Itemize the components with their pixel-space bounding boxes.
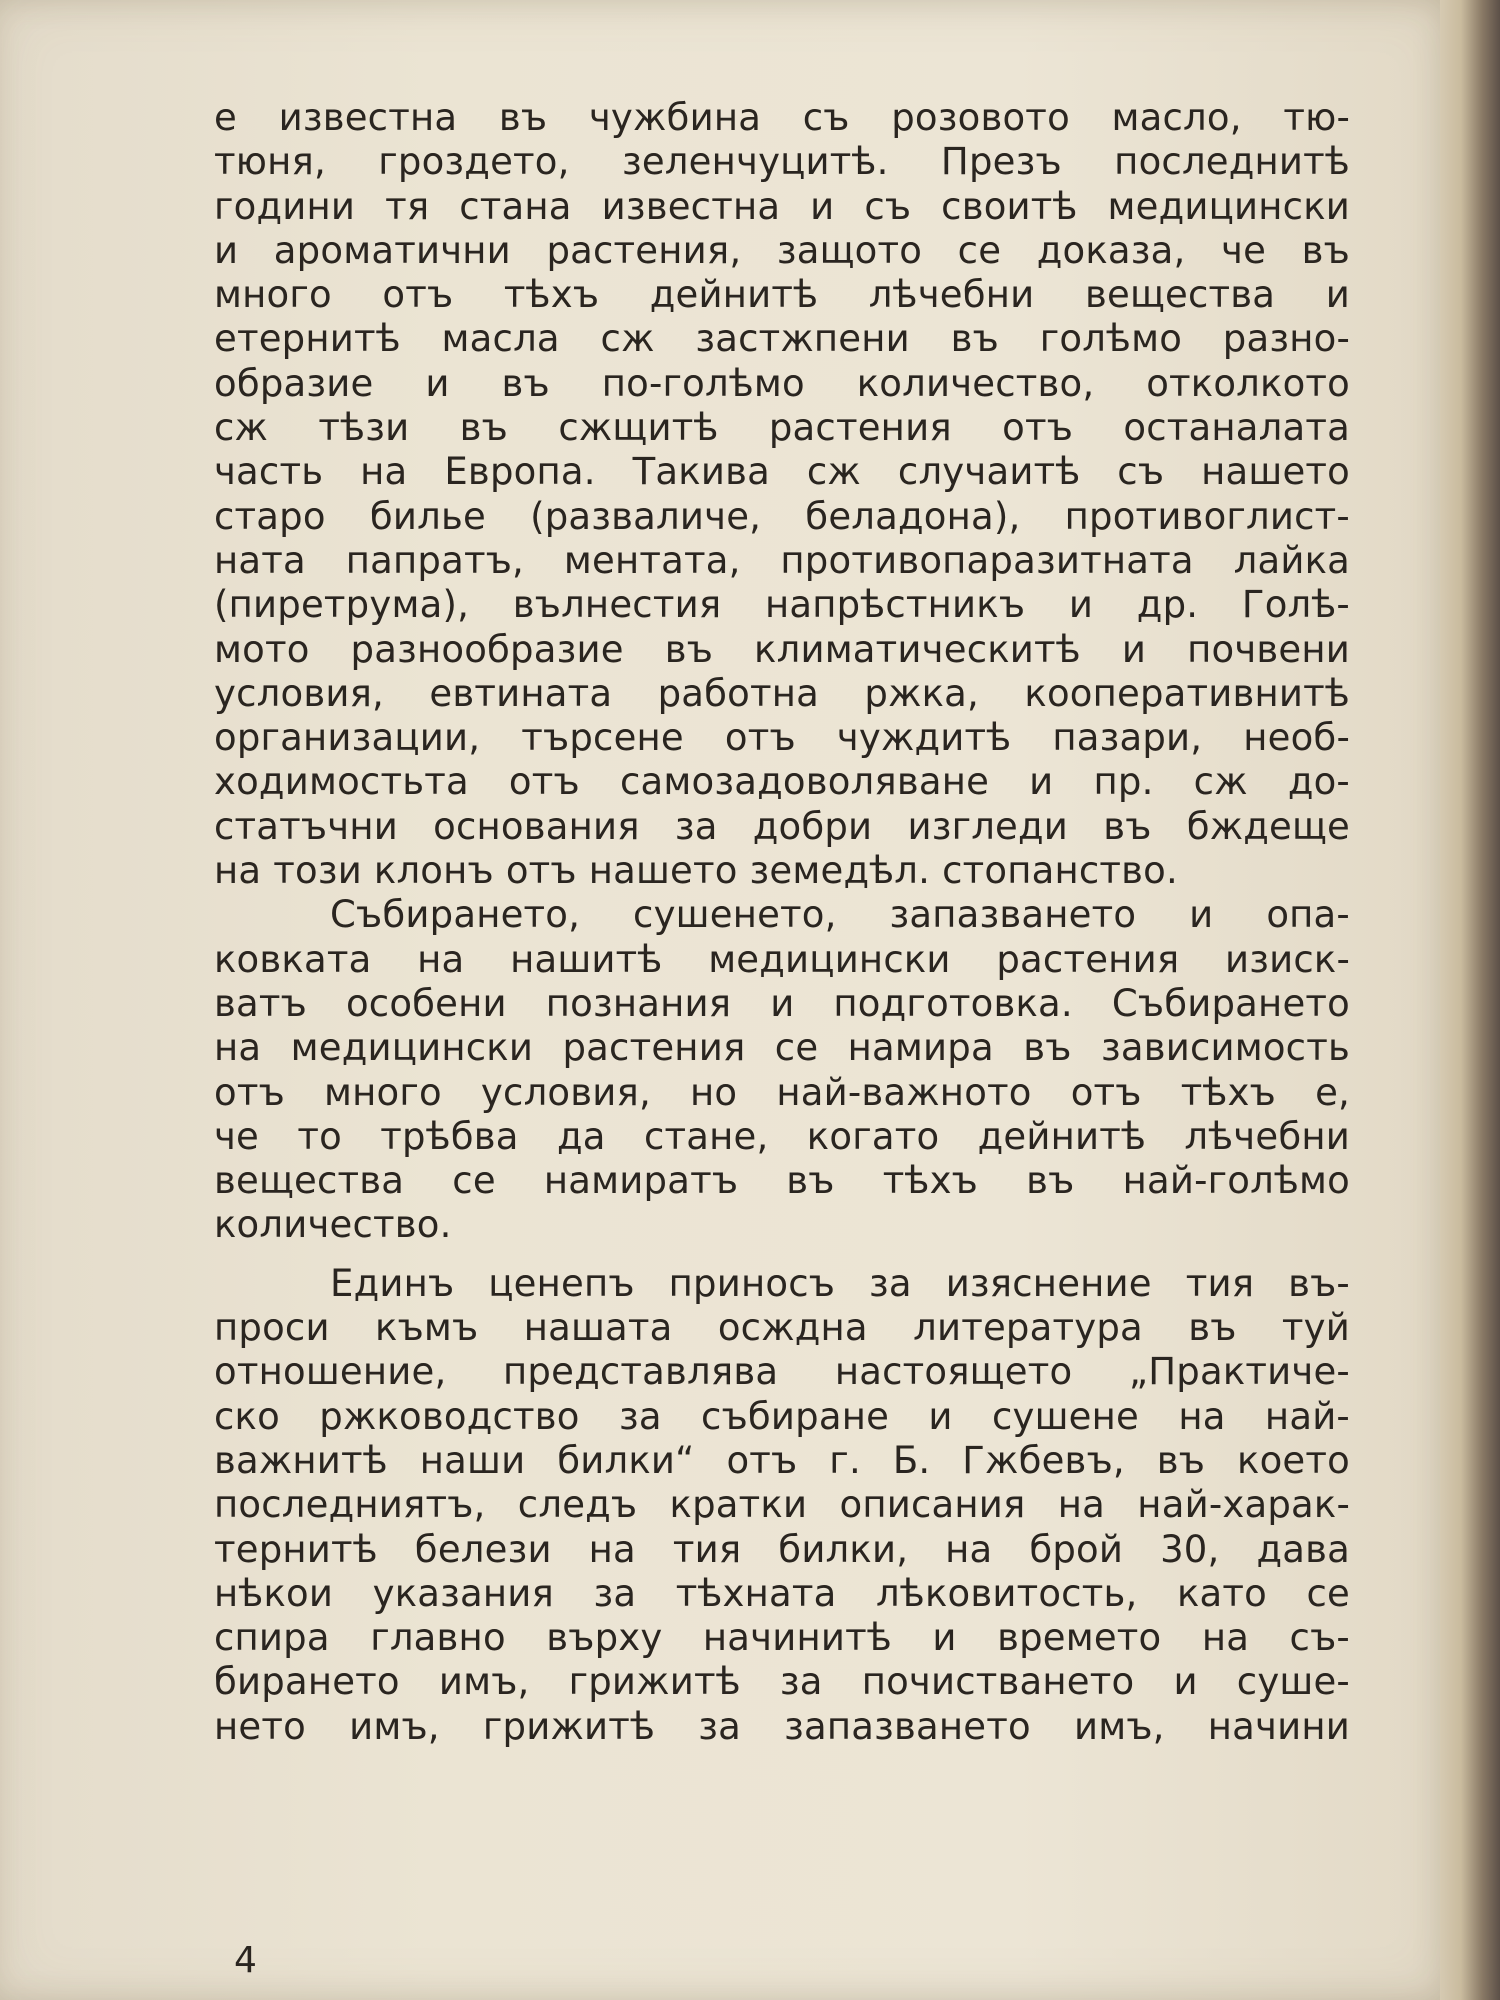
text-line: на медицински растения се намира въ зависимость: [214, 1026, 1350, 1070]
text-line: бирането имъ, грижитѣ за почистването и суше-: [214, 1660, 1350, 1704]
text-line: ковката на нашитѣ медицински растения изиск-: [214, 937, 1350, 981]
text-line: нето имъ, грижитѣ за запазването имъ, начини: [214, 1704, 1350, 1748]
text-line: тюня, гроздето, зеленчуцитѣ. Презъ последнитѣ: [214, 140, 1350, 184]
text-line: и ароматични растения, защото се доказа, че въ: [214, 228, 1350, 272]
text-line: последниятъ, следъ кратки описания на най-харак-: [214, 1483, 1350, 1527]
text-line: ватъ особени познания и подготовка. Събирането: [214, 981, 1350, 1025]
text-line: тернитѣ белези на тия билки, на брой 30, дава: [214, 1527, 1350, 1571]
text-line: много отъ тѣхъ дейнитѣ лѣчебни вещества и: [214, 273, 1350, 317]
text-line: Единъ ценепъ приносъ за изяснение тия въ-: [330, 1261, 1350, 1305]
body-text: [214, 96, 1350, 1749]
text-line: образие и въ по-голѣмо количество, отколкото: [214, 361, 1350, 405]
text-line: че то трѣбва да стане, когато дейнитѣ лѣчебни: [214, 1114, 1350, 1158]
text-line: е известна въ чужбина съ розовото масло, тю-: [214, 96, 1350, 139]
text-line: (пиретрума), вълнестия напрѣстникъ и др. Голѣ-: [214, 583, 1350, 627]
text-line: важнитѣ наши билки“ отъ г. Б. Гжбевъ, въ което: [214, 1438, 1350, 1482]
text-line: мото разнообразие въ климатическитѣ и почвени: [214, 627, 1350, 671]
paragraph-2: [214, 893, 1350, 1247]
text-line: на този клонъ отъ нашето земедѣл. стопанство.: [214, 849, 1178, 893]
page-number: 4: [234, 1940, 257, 1981]
text-line: количество.: [214, 1203, 452, 1247]
text-line: сж тѣзи въ сжщитѣ растения отъ останалата: [214, 406, 1350, 450]
text-line: старо билье (разваличе, беладона), противоглист-: [214, 494, 1350, 538]
text-line: етернитѣ масла сж застжпени въ голѣмо разно-: [214, 317, 1350, 361]
text-line: вещества се намиратъ въ тѣхъ въ най-голѣмо: [214, 1159, 1350, 1203]
text-line: организации, търсене отъ чуждитѣ пазари, необ-: [214, 716, 1350, 760]
paragraph-3: [214, 1262, 1350, 1749]
text-line: проси къмъ нашата осждна литература въ туй: [214, 1306, 1350, 1350]
text-line: Събирането, сушенето, запазването и опа-: [330, 893, 1350, 937]
paragraph-1: [214, 96, 1350, 893]
text-line: часть на Европа. Такива сж случаитѣ съ нашето: [214, 450, 1350, 494]
paragraph-gap: [214, 1248, 1350, 1262]
text-line: години тя стана известна и съ своитѣ медицински: [214, 184, 1350, 228]
text-line: нѣкои указания за тѣхната лѣковитость, като се: [214, 1571, 1350, 1615]
text-line: ната папратъ, ментата, противопаразитната лайка: [214, 538, 1350, 582]
text-line: ско ржководство за събиране и сушене на най-: [214, 1394, 1350, 1438]
text-line: отъ много условия, но най-важното отъ тѣхъ е,: [214, 1070, 1350, 1114]
text-line: отношение, представлява настоящето „Практиче-: [214, 1350, 1350, 1394]
text-line: условия, евтината работна ржка, кооперативнитѣ: [214, 671, 1350, 715]
text-line: спира главно върху начинитѣ и времето на съ-: [214, 1616, 1350, 1660]
text-line: статъчни основания за добри изгледи въ бждеще: [214, 804, 1350, 848]
text-line: ходимостьта отъ самозадоволяване и пр. сж до-: [214, 760, 1350, 804]
page-edge: [1440, 0, 1500, 2000]
